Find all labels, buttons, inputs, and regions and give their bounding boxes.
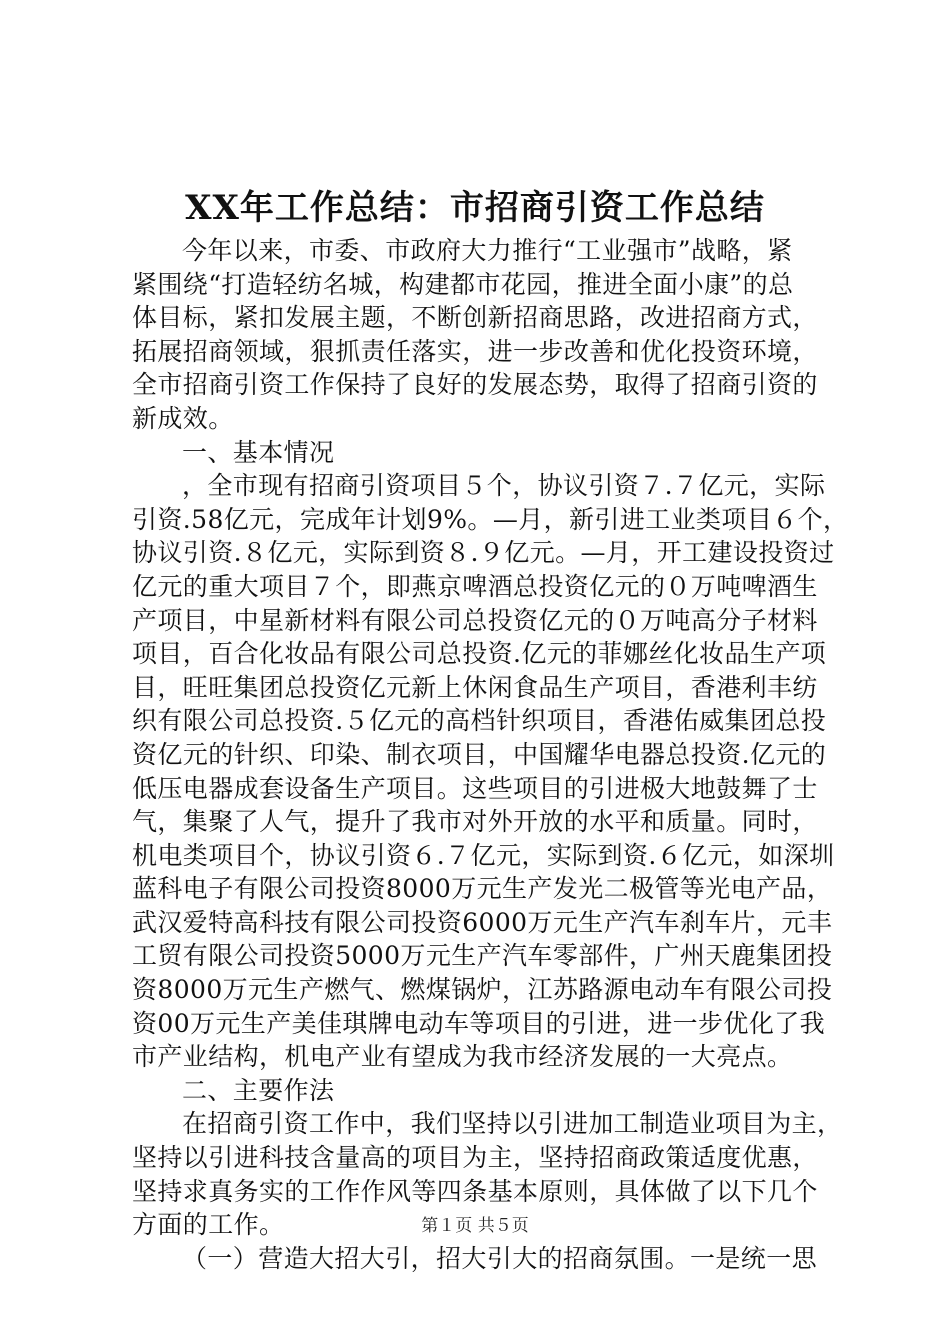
paragraph-situation-line: 蓝科电子有限公司投资8000万元生产发光二极管等光电产品， (132, 874, 833, 904)
document-title: XX年工作总结：市招商引资工作总结 (185, 188, 765, 228)
subsection-heading-line: （一）营造大招大引，招大引大的招商氛围。一是统一思 (182, 1243, 818, 1273)
paragraph-situation-line: 织有限公司总投资.５亿元的高档针织项目，香港佑威集团总投 (132, 706, 827, 736)
paragraph-situation-line: 资亿元的针织、印染、制衣项目，中国耀华电器总投资.亿元的 (132, 739, 827, 769)
paragraph-situation-line: 项目，百合化妆品有限公司总投资.亿元的菲娜丝化妆品生产项 (132, 639, 827, 669)
document-body (132, 234, 849, 1275)
paragraph-situation-line: 协议引资.８亿元，实际到资８.９亿元。—月，开工建设投资过 (132, 538, 835, 568)
paragraph-intro-line: 紧围绕“打造轻纺名城，构建都市花园，推进全面小康”的总 (132, 269, 794, 299)
paragraph-situation-line: 气，集聚了人气，提升了我市对外开放的水平和质量。同时， (132, 807, 818, 837)
paragraph-situation-line: 工贸有限公司投资5000万元生产汽车零部件，广州天鹿集团投 (132, 941, 833, 971)
section-heading-main-practices: 二、主要作法 (182, 1075, 335, 1105)
paragraph-practices-line: 在招商引资工作中，我们坚持以引进加工制造业项目为主， (182, 1109, 843, 1139)
paragraph-practices-line: 方面的工作。 (132, 1210, 285, 1240)
paragraph-situation-line: 产项目，中星新材料有限公司总投资亿元的０万吨高分子材料 (132, 605, 818, 635)
page-number-footer: 第１页 共５页 (421, 1216, 529, 1236)
paragraph-situation-line: 资00万元生产美佳琪牌电动车等项目的引进，进一步优化了我 (132, 1008, 826, 1038)
section-heading-basic-situation: 一、基本情况 (182, 437, 335, 467)
paragraph-intro-line: 体目标，紧扣发展主题，不断创新招商思路，改进招商方式， (132, 303, 818, 333)
paragraph-situation-line: 市产业结构，机电产业有望成为我市经济发展的一大亮点。 (132, 1042, 793, 1072)
paragraph-situation-line: 亿元的重大项目７个，即燕京啤酒总投资亿元的０万吨啤酒生 (132, 571, 818, 601)
paragraph-intro-line: 今年以来，市委、市政府大力推行“工业强市”战略，紧 (182, 236, 793, 265)
paragraph-situation-line: 引资.58亿元，完成年计划9%。—月，新引进工业类项目６个， (132, 504, 849, 534)
paragraph-practices-line: 坚持求真务实的工作作风等四条基本原则，具体做了以下几个 (132, 1176, 818, 1206)
paragraph-situation-line: 武汉爱特高科技有限公司投资6000万元生产汽车刹车片，元丰 (132, 907, 833, 937)
paragraph-intro-line: 新成效。 (132, 403, 234, 433)
paragraph-situation-line: 低压电器成套设备生产项目。这些项目的引进极大地鼓舞了士 (132, 773, 818, 803)
paragraph-situation-line: 机电类项目个，协议引资６.７亿元，实际到资.６亿元，如深圳 (132, 840, 835, 870)
paragraph-situation-line: 资8000万元生产燃气、燃煤锅炉，江苏路源电动车有限公司投 (132, 975, 833, 1005)
paragraph-situation-line: ，全市现有招商引资项目５个，协议引资７.７亿元，实际 (182, 471, 826, 501)
paragraph-intro-line: 拓展招商领域，狠抓责任落实，进一步改善和优化投资环境， (132, 336, 818, 366)
paragraph-practices-line: 坚持以引进科技含量高的项目为主，坚持招商政策适度优惠， (132, 1143, 818, 1173)
paragraph-intro-line: 全市招商引资工作保持了良好的发展态势，取得了招商引资的 (132, 370, 818, 400)
paragraph-situation-line: 目，旺旺集团总投资亿元新上休闲食品生产项目，香港利丰纺 (132, 672, 818, 702)
